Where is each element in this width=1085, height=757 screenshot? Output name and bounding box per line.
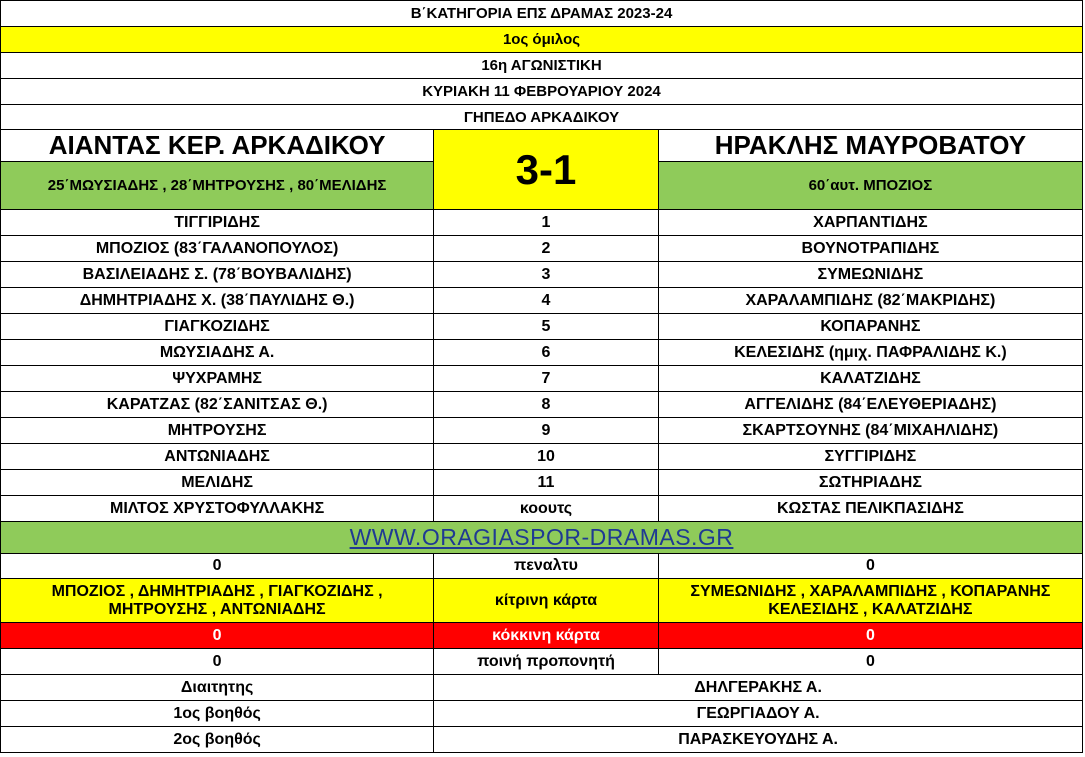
lineup-row xyxy=(1,210,1083,236)
away-player: ΒΟΥΝΟΤΡΑΠΙΔΗΣ xyxy=(658,236,1082,262)
shirt-number: 5 xyxy=(434,314,659,340)
shirt-number: 8 xyxy=(434,392,659,418)
official-name: ΓΕΩΡΓΙΑΔΟΥ Α. xyxy=(434,701,1083,727)
away-yellow-line-1: ΣΥΜΕΩΝΙΔΗΣ , ΧΑΡΑΛΑΜΠΙΔΗΣ , ΚΟΠΑΡΑΝΗΣ xyxy=(690,582,1051,600)
lineup-row xyxy=(1,496,1083,522)
away-scorers: 60΄αυτ. ΜΠΟΖΙΟΣ xyxy=(658,162,1082,210)
lineup-row xyxy=(1,340,1083,366)
shirt-number: 1 xyxy=(434,210,659,236)
shirt-number: 10 xyxy=(434,444,659,470)
lineup-row xyxy=(1,418,1083,444)
final-score: 3-1 xyxy=(434,130,659,210)
home-red-cards: 0 xyxy=(1,623,434,649)
away-player: ΧΑΡΠΑΝΤΙΔΗΣ xyxy=(658,210,1082,236)
shirt-number: 3 xyxy=(434,262,659,288)
stadium-label: ΓΗΠΕΔΟ ΑΡΚΑΔΙΚΟΥ xyxy=(1,105,1083,130)
shirt-number: 7 xyxy=(434,366,659,392)
round-label: 16η ΑΓΩΝΙΣΤΙΚΗ xyxy=(1,53,1083,79)
competition-title: Β΄ΚΑΤΗΓΟΡΙΑ ΕΠΣ ΔΡΑΜΑΣ 2023-24 xyxy=(1,1,1083,27)
lineup-row xyxy=(1,470,1083,496)
lineup-row xyxy=(1,236,1083,262)
official-row xyxy=(1,701,1083,727)
away-player: ΣΥΓΓΙΡΙΔΗΣ xyxy=(658,444,1082,470)
away-player: ΚΟΠΑΡΑΝΗΣ xyxy=(658,314,1082,340)
lineup-row xyxy=(1,366,1083,392)
away-yellow-cards xyxy=(658,579,1082,623)
away-player: ΣΩΤΗΡΙΑΔΗΣ xyxy=(658,470,1082,496)
away-player: ΧΑΡΑΛΑΜΠΙΔΗΣ (82΄ΜΑΚΡΙΔΗΣ) xyxy=(658,288,1082,314)
away-player: ΚΩΣΤΑΣ ΠΕΛΙΚΠΑΣΙΔΗΣ xyxy=(658,496,1082,522)
home-yellow-line-1: ΜΠΟΖΙΟΣ , ΔΗΜΗΤΡΙΑΔΗΣ , ΓΙΑΓΚΟΖΙΔΗΣ , xyxy=(51,582,383,600)
match-date: ΚΥΡΙΑΚΗ 11 ΦΕΒΡΟΥΑΡΙΟΥ 2024 xyxy=(1,79,1083,105)
home-player: ΜΠΟΖΙΟΣ (83΄ΓΑΛΑΝΟΠΟΥΛΟΣ) xyxy=(1,236,434,262)
group-label: 1ος όμιλος xyxy=(1,27,1083,53)
lineup-row xyxy=(1,262,1083,288)
website-link[interactable] xyxy=(1,522,1083,554)
home-player: ΜΕΛΙΔΗΣ xyxy=(1,470,434,496)
home-player: ΜΙΛΤΟΣ ΧΡΥΣΤΟΦΥΛΛΑΚΗΣ xyxy=(1,496,434,522)
official-role: 1ος βοηθός xyxy=(1,701,434,727)
home-player: ΔΗΜΗΤΡΙΑΔΗΣ Χ. (38΄ΠΑΥΛΙΔΗΣ Θ.) xyxy=(1,288,434,314)
shirt-number: 9 xyxy=(434,418,659,444)
lineup-row xyxy=(1,392,1083,418)
home-player: ΓΙΑΓΚΟΖΙΔΗΣ xyxy=(1,314,434,340)
home-player: ΜΩΥΣΙΑΔΗΣ Α. xyxy=(1,340,434,366)
home-player: ΨΥΧΡΑΜΗΣ xyxy=(1,366,434,392)
lineup-section xyxy=(1,210,1083,522)
away-team-name: ΗΡΑΚΛΗΣ ΜΑΥΡΟΒΑΤΟΥ xyxy=(658,130,1082,162)
home-player: ΒΑΣΙΛΕΙΑΔΗΣ Σ. (78΄ΒΟΥΒΑΛΙΔΗΣ) xyxy=(1,262,434,288)
lineup-row xyxy=(1,444,1083,470)
official-role: Διαιτητης xyxy=(1,675,434,701)
home-player: ΤΙΓΓΙΡΙΔΗΣ xyxy=(1,210,434,236)
penalty-label: πεναλτυ xyxy=(434,554,659,579)
shirt-number: 11 xyxy=(434,470,659,496)
red-card-label: κόκκινη κάρτα xyxy=(434,623,659,649)
away-red-cards: 0 xyxy=(658,623,1082,649)
website-text[interactable]: WWW.ORAGIASPOR-DRAMAS.GR xyxy=(349,524,734,550)
home-coach-penalty: 0 xyxy=(1,649,434,675)
away-player: ΚΕΛΕΣΙΔΗΣ (ημιχ. ΠΑΦΡΑΛΙΔΗΣ Κ.) xyxy=(658,340,1082,366)
coach-penalty-label: ποινή προπονητή xyxy=(434,649,659,675)
official-name: ΔΗΛΓΕΡΑΚΗΣ Α. xyxy=(434,675,1083,701)
away-player: ΣΥΜΕΩΝΙΔΗΣ xyxy=(658,262,1082,288)
home-yellow-cards xyxy=(1,579,434,623)
home-team-name: ΑΙΑΝΤΑΣ ΚΕΡ. ΑΡΚΑΔΙΚΟΥ xyxy=(1,130,434,162)
home-player: ΚΑΡΑΤΖΑΣ (82΄ΣΑΝΙΤΣΑΣ Θ.) xyxy=(1,392,434,418)
lineup-row xyxy=(1,288,1083,314)
official-row xyxy=(1,727,1083,753)
official-row xyxy=(1,675,1083,701)
away-player: ΑΓΓΕΛΙΔΗΣ (84΄ΕΛΕΥΘΕΡΙΑΔΗΣ) xyxy=(658,392,1082,418)
away-player: ΣΚΑΡΤΣΟΥΝΗΣ (84΄ΜΙΧΑΗΛΙΔΗΣ) xyxy=(658,418,1082,444)
official-role: 2ος βοηθός xyxy=(1,727,434,753)
away-yellow-line-2: ΚΕΛΕΣΙΔΗΣ , ΚΑΛΑΤΖΙΔΗΣ xyxy=(768,600,973,618)
home-scorers: 25΄ΜΩΥΣΙΑΔΗΣ , 28΄ΜΗΤΡΟΥΣΗΣ , 80΄ΜΕΛΙΔΗΣ xyxy=(1,162,434,210)
shirt-number: 6 xyxy=(434,340,659,366)
officials-section xyxy=(1,675,1083,753)
yellow-card-label: κίτρινη κάρτα xyxy=(434,579,659,623)
shirt-number: 2 xyxy=(434,236,659,262)
away-penalties: 0 xyxy=(658,554,1082,579)
home-penalties: 0 xyxy=(1,554,434,579)
away-coach-penalty: 0 xyxy=(658,649,1082,675)
home-yellow-line-2: ΜΗΤΡΟΥΣΗΣ , ΑΝΤΩΝΙΑΔΗΣ xyxy=(108,600,326,618)
shirt-number: 4 xyxy=(434,288,659,314)
home-player: ΜΗΤΡΟΥΣΗΣ xyxy=(1,418,434,444)
away-player: ΚΑΛΑΤΖΙΔΗΣ xyxy=(658,366,1082,392)
shirt-number: κοουτς xyxy=(434,496,659,522)
home-player: ΑΝΤΩΝΙΑΔΗΣ xyxy=(1,444,434,470)
official-name: ΠΑΡΑΣΚΕΥΟΥΔΗΣ Α. xyxy=(434,727,1083,753)
lineup-row xyxy=(1,314,1083,340)
